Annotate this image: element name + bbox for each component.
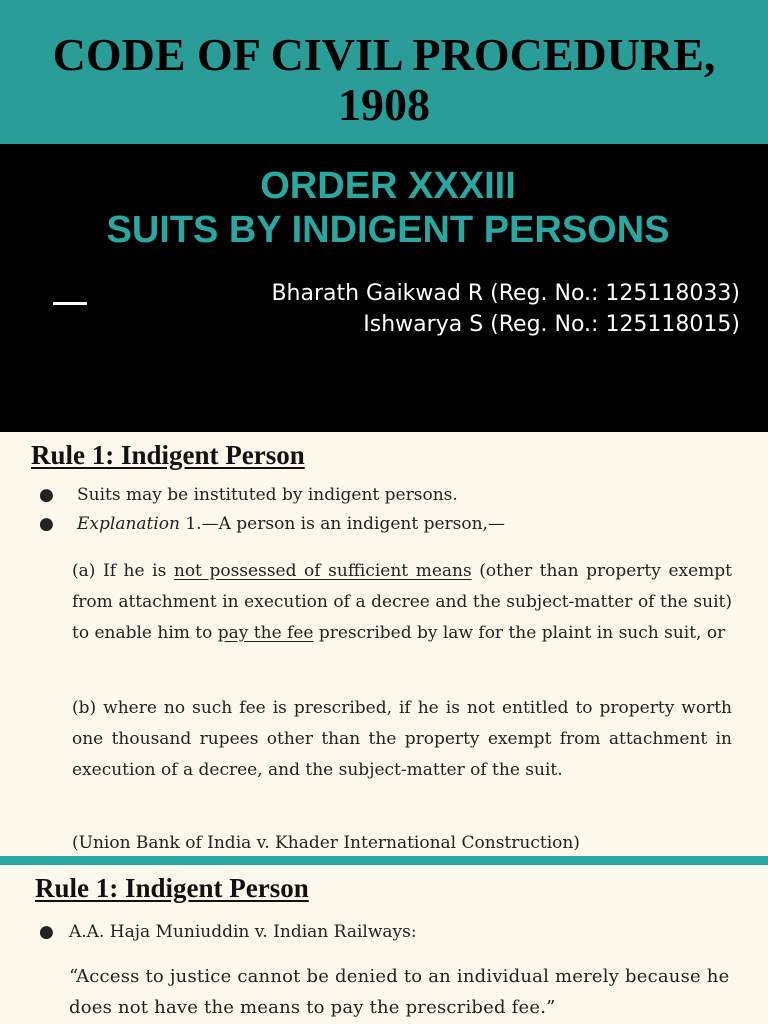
section-heading: Rule 1: Indigent Person — [35, 873, 309, 903]
title-line-1: CODE OF CIVIL PROCEDURE, — [52, 29, 716, 80]
bullet-icon: ● — [39, 485, 54, 505]
list-item — [31, 485, 505, 514]
cover-panel — [0, 144, 768, 432]
order-title — [0, 164, 768, 252]
author-2: Ishwarya S (Reg. No.: 125118015) — [363, 312, 740, 337]
slide-rule-1-definition — [0, 432, 768, 856]
bullet-text: 1.—A person is an indigent person,— — [180, 514, 505, 534]
section-heading: Rule 1: Indigent Person — [31, 440, 305, 470]
order-number: ORDER XXXIII — [260, 165, 516, 207]
case-quote: “Access to justice cannot be denied to an individual merely because he does not have the means to pay the prescribed fee.” — [69, 966, 730, 1018]
clause-a-text: (other than property exempt from attachment in execution of a decree and the subject-matter of the suit) to enable him to — [72, 561, 732, 643]
clause-a — [72, 556, 732, 649]
bullet-text: A.A. Haja Muniuddin v. Indian Railways: — [69, 922, 417, 942]
case-citation: (Union Bank of India v. Khader International Construction) — [72, 833, 580, 853]
author-list — [271, 278, 740, 340]
clause-a-text: (a) If he is — [72, 561, 174, 581]
slide-rule-1-case — [0, 865, 768, 1024]
order-subtitle: SUITS BY INDIGENT PERSONS — [106, 209, 670, 251]
underlined-phrase: not possessed of sufficient means — [173, 561, 472, 581]
bullet-icon: ● — [39, 514, 54, 534]
bullet-icon: ● — [39, 922, 54, 942]
bullet-text: Suits may be instituted by indigent persons. — [77, 485, 458, 505]
list-item — [31, 922, 417, 951]
list-item — [31, 514, 505, 543]
title-banner — [0, 0, 768, 144]
title-line-2: 1908 — [338, 79, 430, 130]
decorative-dash — [53, 302, 87, 305]
slide-divider — [0, 856, 768, 865]
bullet-list — [31, 485, 505, 543]
author-1: Bharath Gaikwad R (Reg. No.: 125118033) — [271, 281, 740, 306]
page-title — [0, 30, 768, 130]
clause-a-text: prescribed by law for the plaint in such suit, or — [313, 623, 726, 643]
explanation-label: Explanation — [77, 514, 180, 534]
bullet-list — [31, 922, 417, 951]
clause-b: (b) where no such fee is prescribed, if he is not entitled to property worth one thousand rupees other than the property exempt from attachment in execution of a decree, and the subject-matter of the suit. — [72, 698, 732, 780]
underlined-phrase: pay the fee — [217, 623, 314, 643]
